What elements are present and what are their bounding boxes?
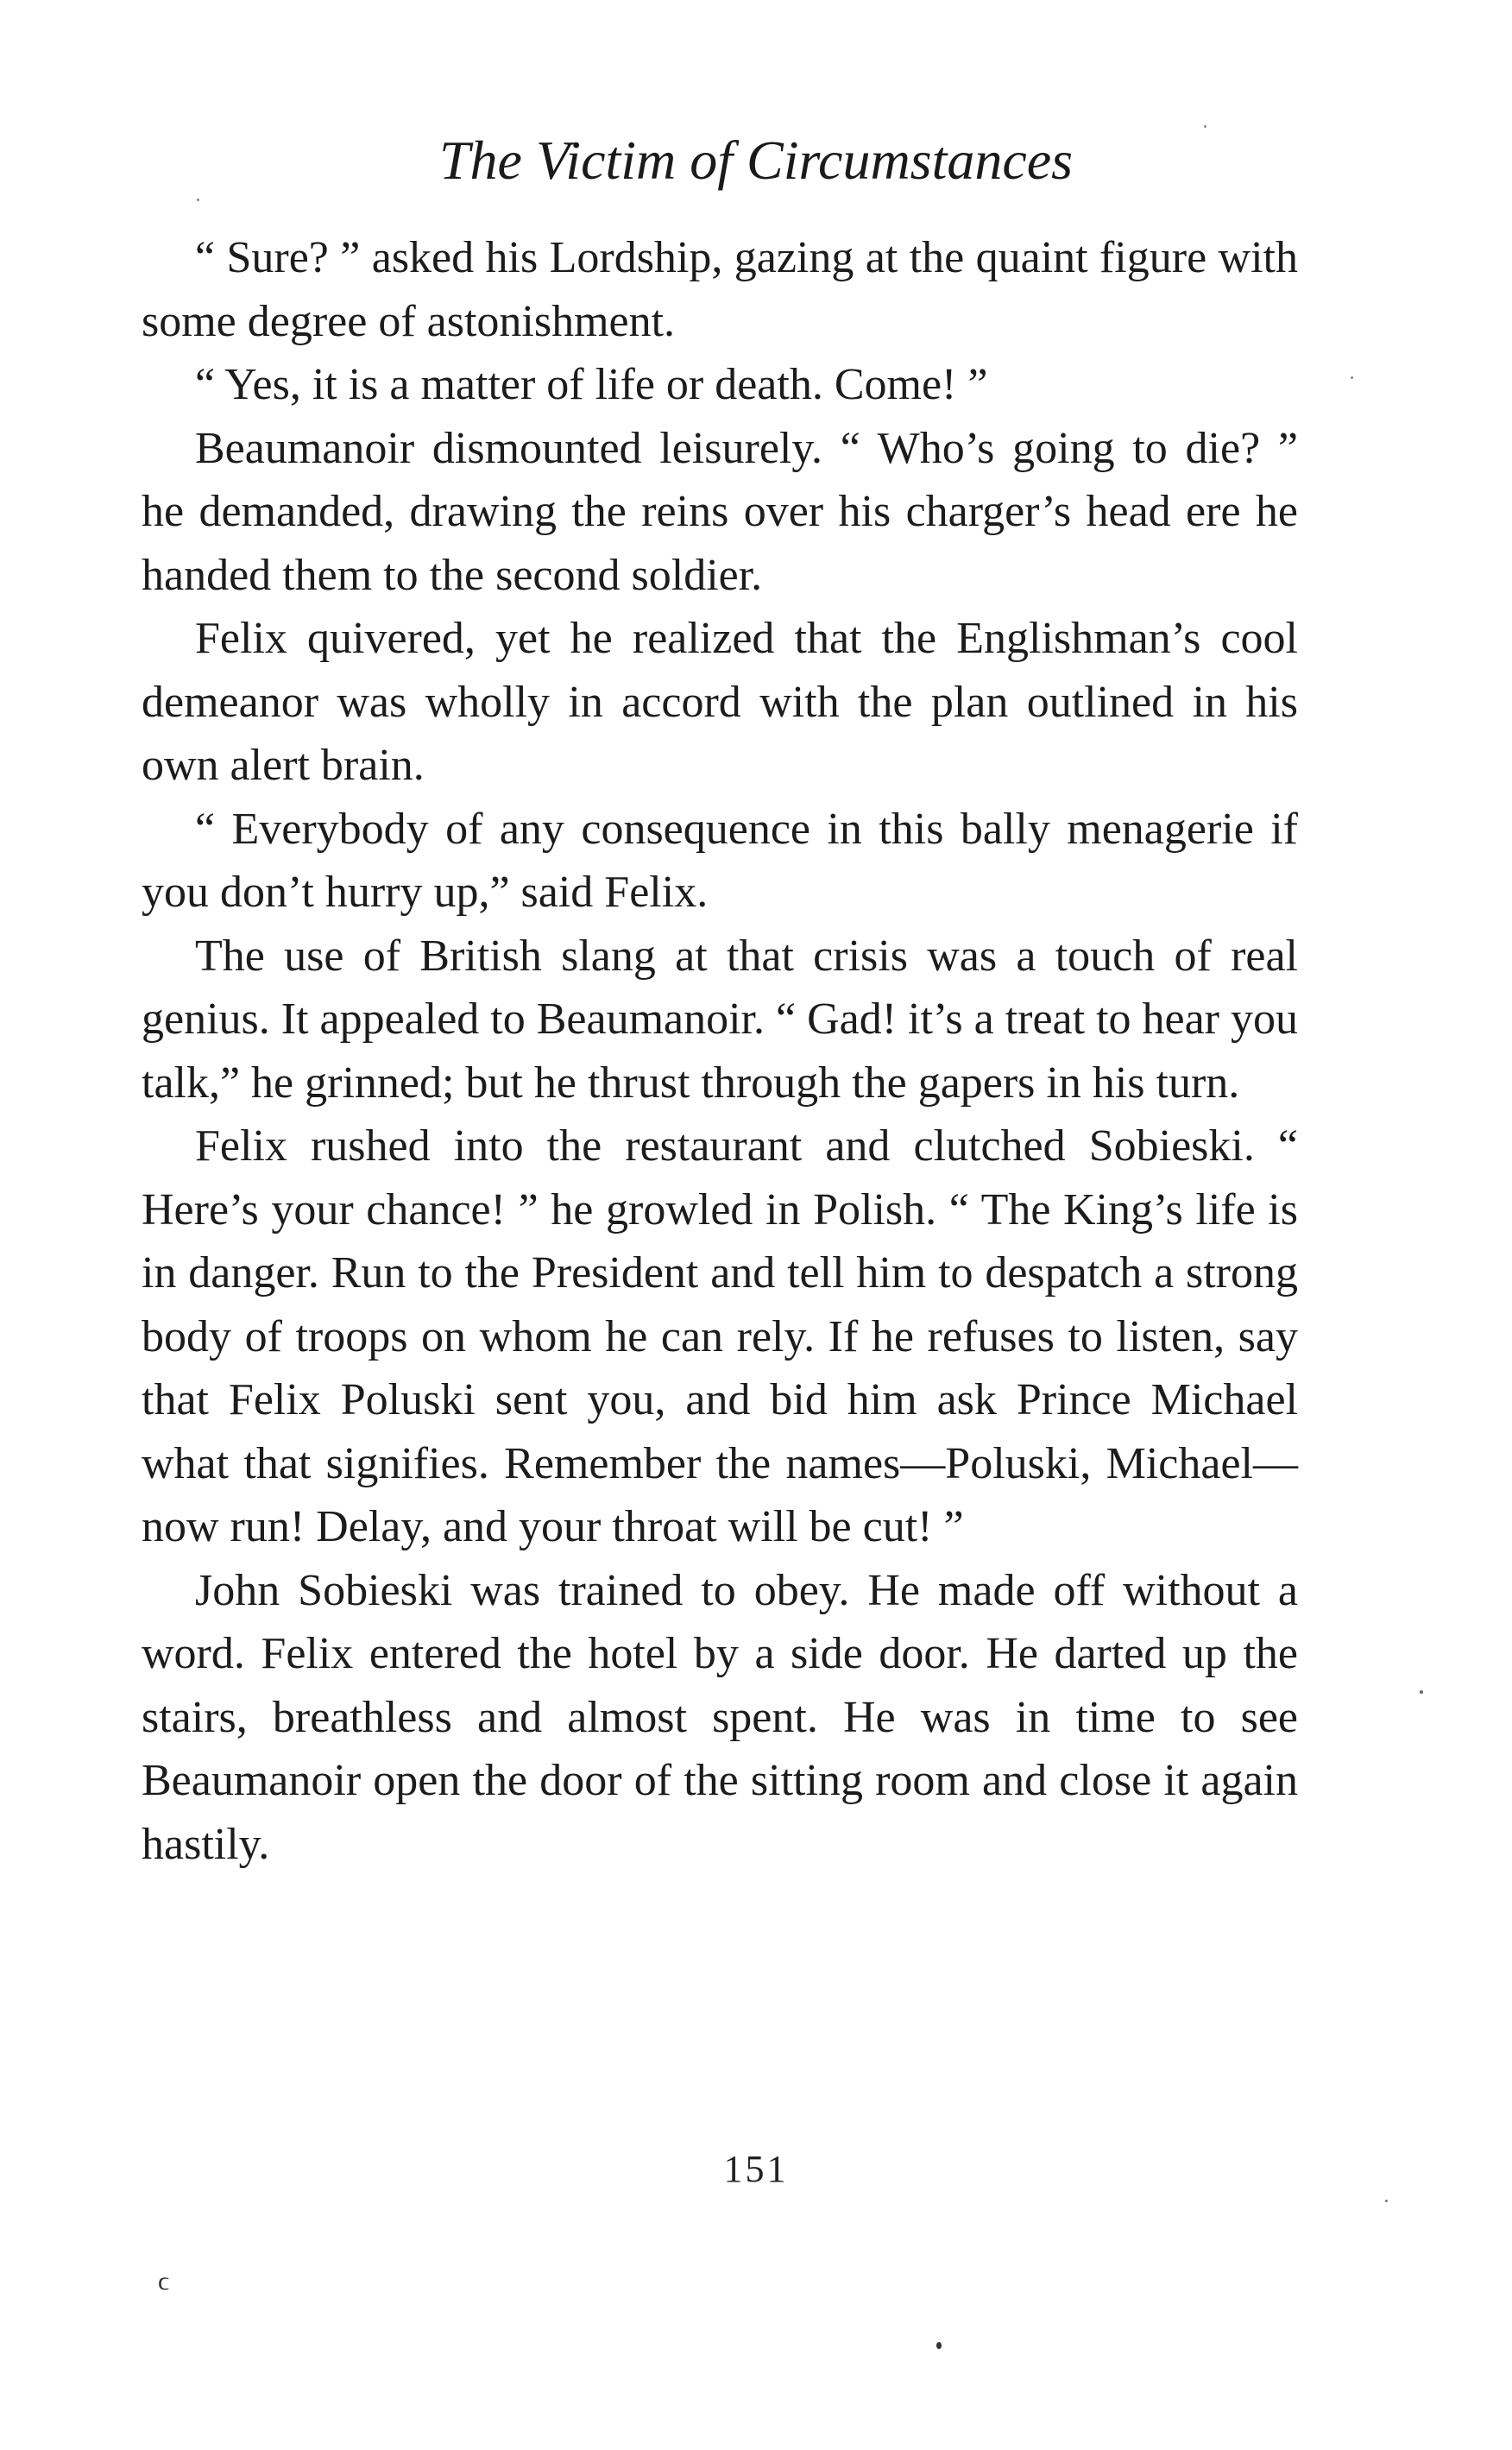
ink-speck [1420,1690,1423,1694]
paragraph-4: Felix quivered, yet he realized that the Englishman’s cool demeanor was wholly in accord with the plan outlined in his own alert brain. [142,614,1298,790]
running-head: The Victim of Circumstances [438,129,1074,191]
paragraph-7: Felix rushed into the restaurant and clutched Sobieski. “ Here’s your chance! ” he growled in Polish. “ The King’s life is in danger. Run to the President and tell him to despatch a strong body of troops on whom he can rely. If he refuses to listen, say that Felix Poluski sent you, and bid him ask Prince Michael what that signifies. Remember the names—Poluski, Michael—now run! Delay, and your throat will be cut! ” [142,1121,1298,1551]
ink-speck [197,199,199,201]
page-number: 151 [723,2148,789,2190]
ink-speck [1385,2200,1388,2202]
ink-speck [1351,376,1353,379]
paragraph-2: “ Yes, it is a matter of life or death. Come! ” [195,360,988,409]
ink-speck [936,2342,942,2349]
body-text [142,226,1298,1876]
paragraph-1: “ Sure? ” asked his Lordship, gazing at the quaint figure with some degree of astonishment. [142,233,1298,346]
paragraph-6: The use of British slang at that crisis was a touch of real genius. It appealed to Beaumanoir. “ Gad! it’s a treat to hear you talk,” he grinned; but he thrust through the gapers in his turn. [142,931,1298,1108]
paragraph-3: Beaumanoir dismounted leisurely. “ Who’s going to die? ” he demanded, drawing the reins over his charger’s head ere he handed them to the second soldier. [142,423,1298,600]
ink-speck [1204,125,1206,128]
paragraph-5: “ Everybody of any consequence in this bally menagerie if you don’t hurry up,” said Felix. [142,804,1298,917]
paragraph-8: John Sobieski was trained to obey. He made off without a word. Felix entered the hotel by a side door. He darted up the stairs, breathless and almost spent. He was in time to see Beaumanoir open the door of the sitting room and close it again hastily. [142,1565,1298,1869]
stray-mark: ϲ [158,2267,170,2295]
